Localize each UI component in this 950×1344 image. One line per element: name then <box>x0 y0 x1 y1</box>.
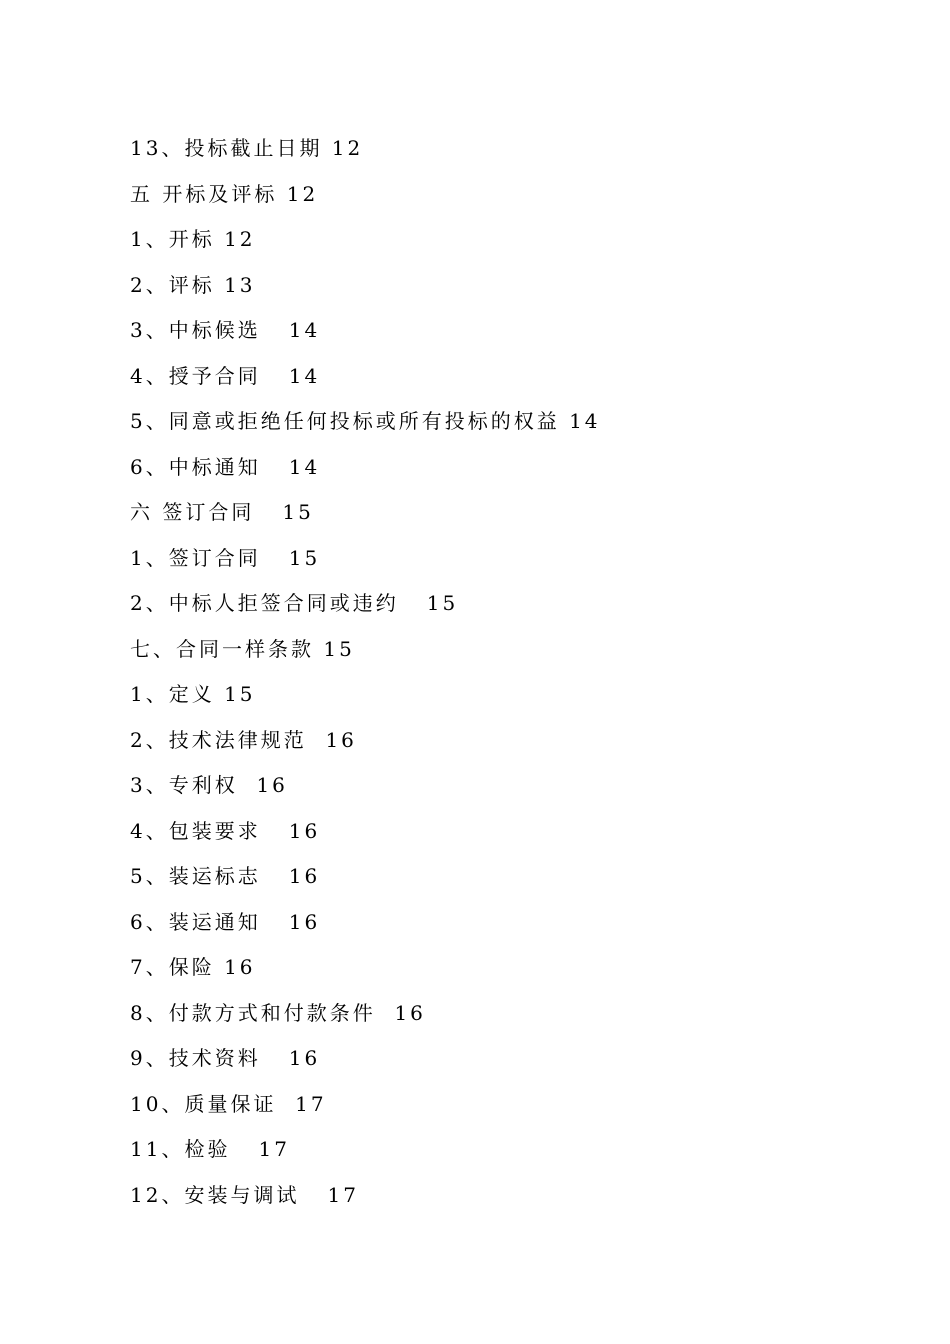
toc-entry: 五 开标及评标 12 <box>130 181 319 206</box>
toc-entry: 10、质量保证 17 <box>130 1091 327 1116</box>
toc-entry: 2、中标人拒签合同或违约 15 <box>130 591 459 615</box>
toc-entry: 4、授予合同 14 <box>130 363 321 388</box>
toc-entry: 3、中标候选 14 <box>130 318 321 342</box>
toc-entry: 5、同意或拒绝任何投标或所有投标的权益 14 <box>130 409 601 433</box>
toc-entry: 9、技术资料 16 <box>130 1046 321 1070</box>
toc-entry: 1、开标 12 <box>130 227 256 251</box>
toc-entry: 11、检验 17 <box>130 1137 290 1161</box>
toc-entry: 13、投标截止日期 12 <box>130 136 364 160</box>
toc-entry: 1、定义 15 <box>130 682 256 706</box>
toc-entry: 2、评标 13 <box>130 272 256 297</box>
toc-entry: 七、合同一样条款 15 <box>130 636 355 661</box>
toc-entry: 1、签订合同 15 <box>130 545 321 570</box>
toc-entry: 7、保险 16 <box>130 955 256 979</box>
toc-entry: 6、装运通知 16 <box>130 909 321 934</box>
toc-entry: 8、付款方式和付款条件 16 <box>130 1000 426 1025</box>
toc-entry: 5、装运标志 16 <box>130 864 321 888</box>
toc-entry: 六 签订合同 15 <box>130 500 314 524</box>
toc-entry: 4、包装要求 16 <box>130 818 321 843</box>
toc-entry: 3、专利权 16 <box>130 773 288 797</box>
toc-entry: 12、安装与调试 17 <box>130 1182 359 1207</box>
toc-entry: 6、中标通知 14 <box>130 454 321 479</box>
toc-entry: 2、技术法律规范 16 <box>130 727 357 752</box>
table-of-contents <box>130 126 890 1218</box>
